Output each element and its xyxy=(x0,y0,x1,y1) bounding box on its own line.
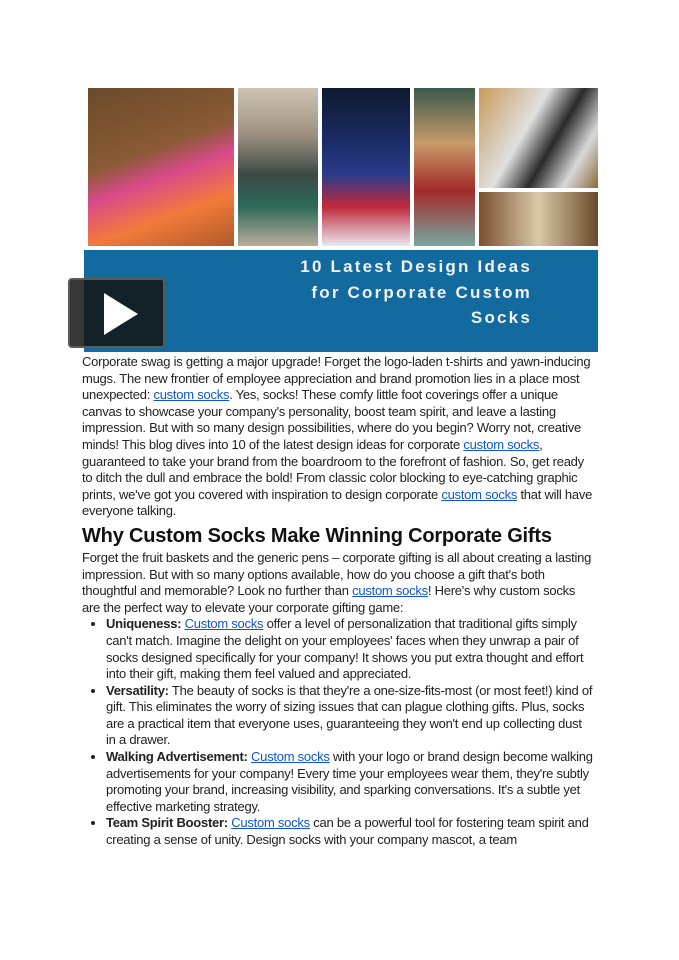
photo-geometric-socks xyxy=(479,88,598,188)
banner-title-line: 10 Latest Design Ideas xyxy=(300,257,532,276)
section-heading: Why Custom Socks Make Winning Corporate Gifts xyxy=(82,524,552,547)
text: Corporate swag is getting a major upgrade! Forget the logo-laden t-shirts and yawn-inducing mugs. The new frontier of employee appreciation and brand promotion lies in a place most unexpected: xyxy=(82,354,591,403)
text: . Yes, socks! These comfy little foot coverings offer a unique canvas to showcase your company's personality, boost team spirit, and leave a lasting impression. But with so many design possibilities, where do you begin? Worry not, creative minds! This blog dives into 10 of the latest design ideas for corporate xyxy=(82,387,581,452)
banner-title xyxy=(300,254,532,331)
photo-happy-feet-socks xyxy=(414,88,475,246)
photo-firework-socks xyxy=(322,88,410,246)
section-paragraph xyxy=(82,550,594,616)
list-item xyxy=(106,749,594,815)
bullet-label: Walking Advertisement: xyxy=(106,749,248,765)
custom-socks-link[interactable]: Custom socks xyxy=(231,815,310,831)
text: , guaranteed to take your brand from the boardroom to the forefront of fashion. So, get ready to ditch the dull and embrace the bold! From classic color blocking to eye-catching graphic prints, we've got you covered with inspiration to design corporate xyxy=(82,436,584,502)
custom-socks-link[interactable]: custom socks xyxy=(153,387,230,403)
custom-socks-link[interactable]: Custom socks xyxy=(184,616,264,632)
custom-socks-link[interactable]: custom socks xyxy=(463,436,540,452)
photo-beige-socks xyxy=(479,192,598,246)
text: that will have everyone talking. xyxy=(82,486,593,519)
text: with your logo or brand design become walking advertisements for your company! Every time your employees wear them, they're subtly promoting your brand, increasing visibility, and sparking conversations. It's a subtle yet effective marketing strategy. xyxy=(106,749,593,814)
banner-title-line: Socks xyxy=(470,308,532,327)
intro-paragraph xyxy=(82,354,594,520)
photo-knit-socks xyxy=(238,88,318,246)
text: The beauty of socks is that they're a one-size-fits-most (or most feet!) kind of gift. This eliminates the worry of sizing issues that can plague clothing gifts. Plus, socks are a practical item that everyone uses, guaranteeing they won't end up collecting dust in a drawer. xyxy=(106,682,593,748)
list-item xyxy=(106,683,594,749)
play-button-icon[interactable] xyxy=(68,278,165,348)
article-body xyxy=(82,354,594,849)
bullet-label: Uniqueness: xyxy=(106,616,182,632)
list-item xyxy=(106,815,594,848)
benefits-list xyxy=(30,616,594,848)
bullet-label: Team Spirit Booster: xyxy=(106,815,228,831)
text: offer a level of personalization that traditional gifts simply can't match. Imagine the delight on your employees' faces when they unwrap a pair of socks designed specifically for your company! It shows you put extra thought and effort into their gift, making them feel valued and appreciated. xyxy=(106,616,584,682)
hero-photo-collage xyxy=(88,88,598,246)
banner-title-line: for Corporate Custom xyxy=(311,282,532,302)
text: Forget the fruit baskets and the generic pens – corporate gifting is all about creating a lasting impression. But with so many options available, how do you choose a gift that's both thoughtful and memorable? Look no further than xyxy=(82,549,592,599)
text: ! Here's why custom socks are the perfect way to elevate your corporate gifting game: xyxy=(82,583,576,615)
custom-socks-link[interactable]: Custom socks xyxy=(251,749,330,765)
list-item xyxy=(106,616,594,682)
text: can be a powerful tool for fostering team spirit and creating a sense of unity. Design socks with your company mascot, a team xyxy=(106,815,589,848)
custom-socks-link[interactable]: custom socks xyxy=(352,583,428,599)
custom-socks-link[interactable]: custom socks xyxy=(441,486,518,502)
bullet-label: Versatility: xyxy=(106,682,169,698)
photo-colorful-sock xyxy=(88,88,234,246)
